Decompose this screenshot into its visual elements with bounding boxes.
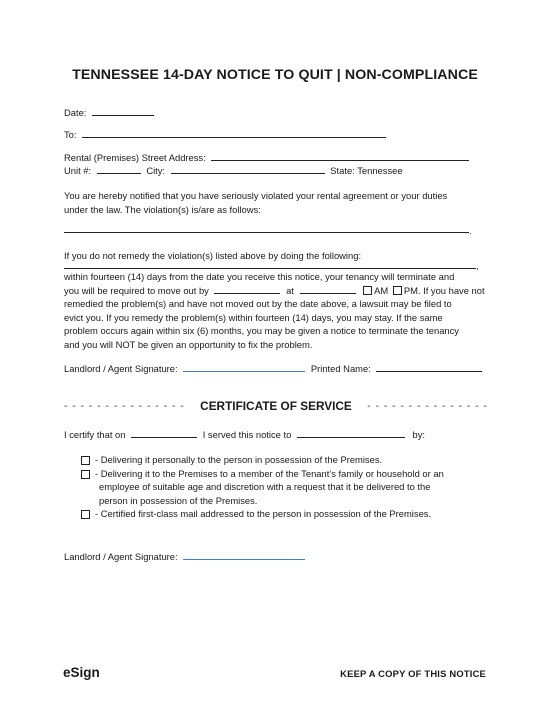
remedy-line-4: evict you. If you remedy the problem(s) within fourteen (14) days, you may stay. If the same: [64, 311, 443, 323]
certificate-dashes-right: - - - - - - - - - - - - - - -: [367, 400, 488, 412]
pm-label: PM. If you have not: [403, 284, 485, 296]
certificate-signature-field[interactable]: [183, 550, 305, 560]
option-premises-text-3: person in possession of the Premises.: [99, 494, 258, 506]
by-text: by:: [412, 429, 426, 440]
service-options: [80, 453, 480, 521]
remedy-line-1: within fourteen (14) days from the date you receive this notice, your tenancy will terminate and: [64, 271, 455, 282]
remedy-line-2: [64, 284, 488, 298]
option-premises: [80, 467, 480, 481]
date-row: [64, 106, 154, 119]
remedy-end-comma: ,: [476, 260, 479, 271]
option-personal-checkbox[interactable]: [81, 456, 90, 465]
date-field[interactable]: [92, 106, 154, 116]
document-title: TENNESSEE 14-DAY NOTICE TO QUIT | NON-COMPLIANCE: [72, 67, 478, 83]
landlord-signature-field[interactable]: [183, 362, 305, 372]
certificate-header: [64, 399, 488, 413]
remedy-intro: If you do not remedy the violation(s) listed above by doing the following:: [64, 250, 362, 261]
violation-line-1: You are hereby notified that you have seriously violated your rental agreement or your duties: [64, 190, 448, 201]
street-field[interactable]: [211, 151, 469, 161]
option-personal-text: - Delivering it personally to the person in possession of the Premises.: [95, 454, 383, 465]
remedy-paragraph: [64, 270, 488, 352]
to-row: [64, 128, 386, 141]
certificate-signature-row: [64, 550, 305, 563]
option-premises-checkbox[interactable]: [81, 470, 90, 479]
move-out-text: you will be required to move out by: [64, 284, 209, 296]
to-label: To:: [64, 129, 77, 140]
violation-end-period: .: [469, 225, 472, 236]
violation-line-2: under the law. The violation(s) is/are as follows:: [64, 203, 261, 215]
state-text: State: Tennessee: [330, 165, 403, 176]
remedy-line-6: and you will NOT be given an opportunity to fix the problem.: [64, 338, 313, 350]
service-date-field[interactable]: [131, 428, 197, 438]
option-mail-checkbox[interactable]: [81, 510, 90, 519]
pm-checkbox[interactable]: [393, 286, 402, 295]
printed-name-field[interactable]: [376, 362, 482, 372]
unit-label: Unit #:: [64, 165, 92, 176]
move-out-date-field[interactable]: [214, 284, 280, 294]
city-field[interactable]: [171, 164, 325, 174]
option-premises-text-2: employee of suitable age and discretion with a request that it be delivered to the: [99, 481, 431, 493]
move-out-time-field[interactable]: [300, 284, 356, 294]
date-label: Date:: [64, 107, 87, 118]
violation-field[interactable]: [64, 232, 469, 233]
violation-paragraph: [64, 189, 488, 216]
remedy-line-3: remedied the problem(s) and have not moved out by the date above, a lawsuit may be filed to: [64, 298, 452, 310]
unit-city-state-row: [64, 164, 403, 177]
am-checkbox[interactable]: [363, 286, 372, 295]
option-premises-text-1: - Delivering it to the Premises to a member of the Tenant’s family or household or an: [95, 467, 444, 479]
certify-on-text: I certify that on: [64, 429, 126, 440]
city-label: City:: [146, 165, 166, 176]
printed-name-label: Printed Name:: [310, 363, 371, 374]
option-mail: [80, 507, 480, 521]
esign-logo: eSign: [63, 665, 100, 680]
landlord-signature-label: Landlord / Agent Signature:: [64, 363, 178, 374]
served-to-field[interactable]: [297, 428, 405, 438]
am-label: AM: [374, 284, 389, 296]
remedy-field[interactable]: [64, 268, 476, 269]
remedy-line-5: problem occurs again within six (6) months, you may be given a notice to terminate the tenancy: [64, 325, 459, 337]
to-field[interactable]: [82, 128, 386, 138]
street-label: Rental (Premises) Street Address:: [64, 152, 206, 163]
served-to-text: I served this notice to: [202, 429, 292, 440]
certify-row: [64, 428, 425, 441]
option-mail-text: - Certified first-class mail addressed to the person in possession of the Premises.: [95, 508, 432, 520]
certificate-dashes-left: - - - - - - - - - - - - - - -: [64, 400, 185, 412]
signature-row: [64, 362, 482, 375]
certificate-signature-label: Landlord / Agent Signature:: [64, 551, 178, 562]
keep-copy-note: KEEP A COPY OF THIS NOTICE: [340, 668, 486, 679]
option-personal: [80, 453, 480, 467]
certificate-title: CERTIFICATE OF SERVICE: [200, 399, 352, 413]
at-text: at: [286, 284, 294, 296]
unit-field[interactable]: [97, 164, 141, 174]
street-row: [64, 151, 469, 164]
